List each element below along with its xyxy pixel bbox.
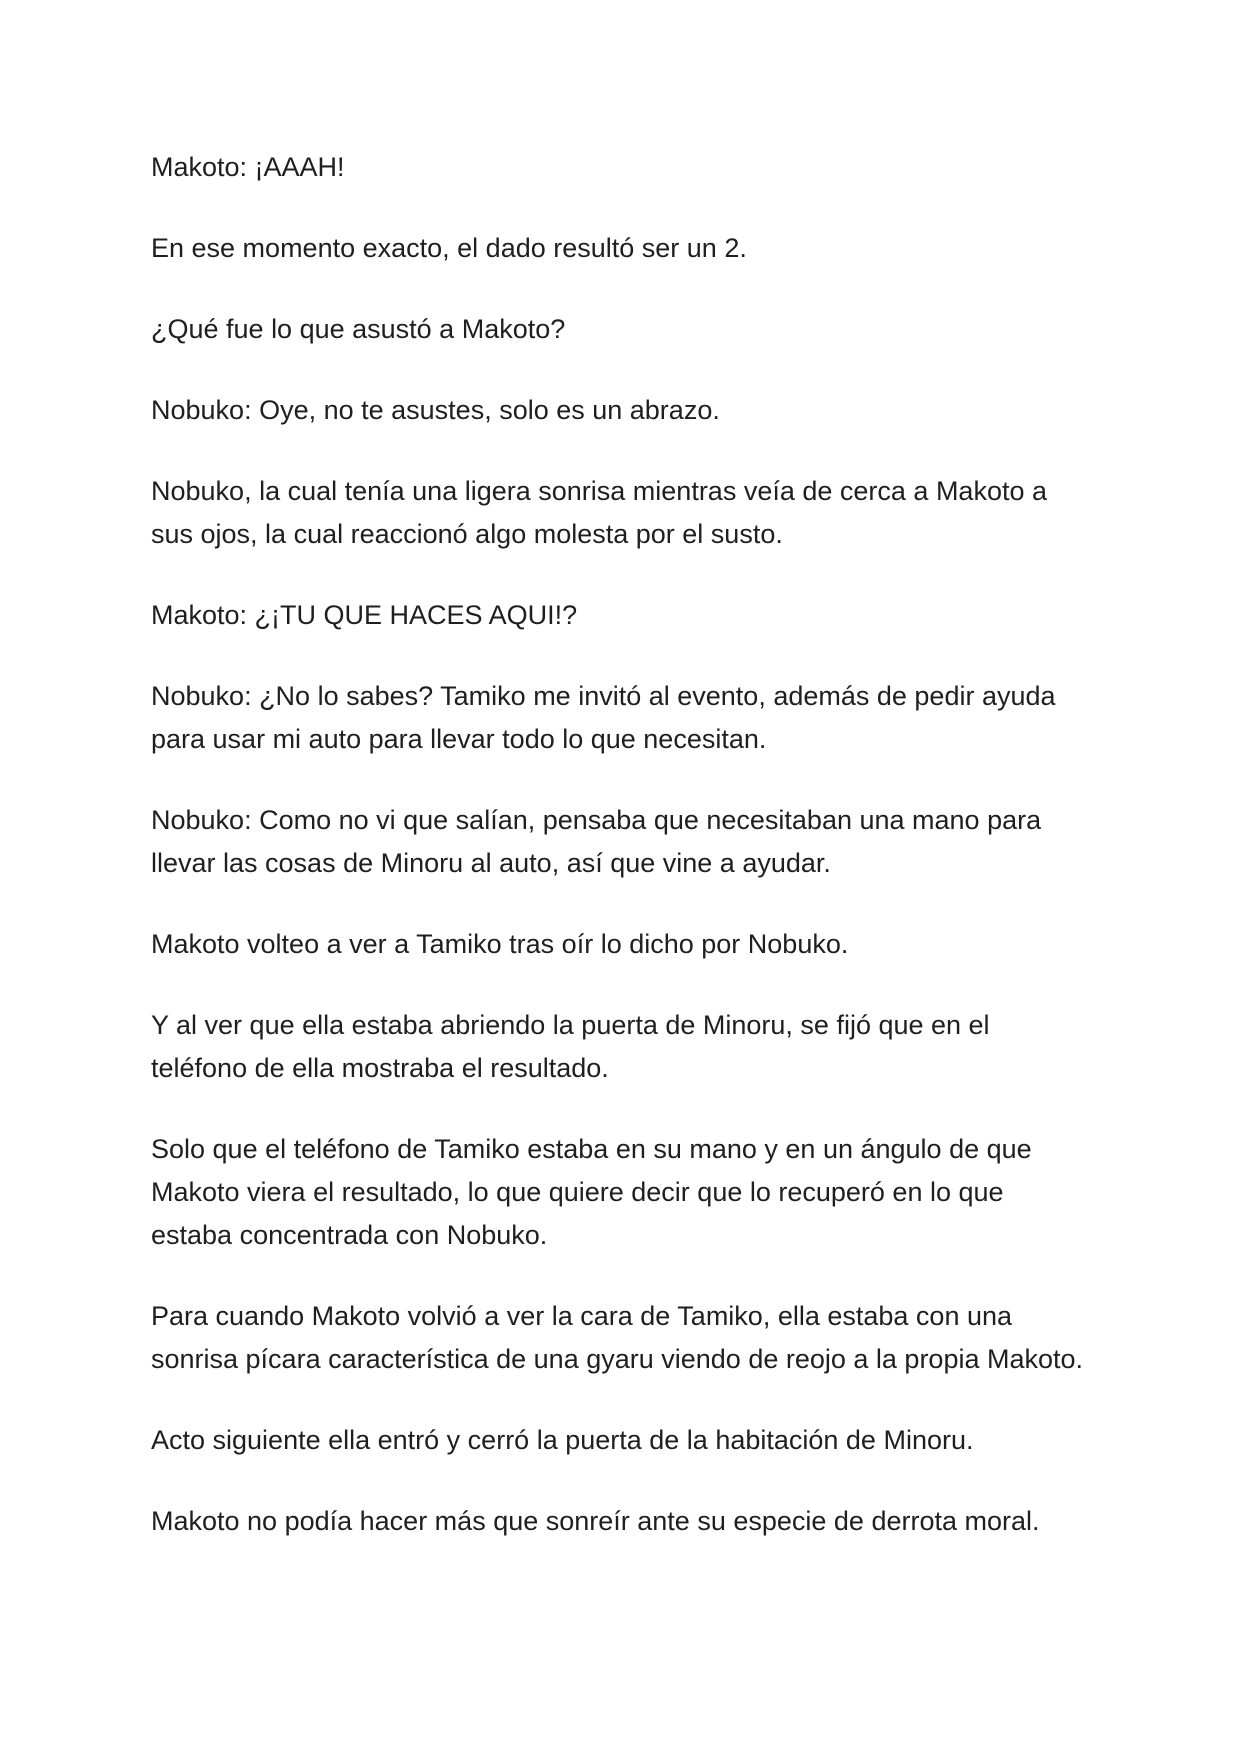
- paragraph: Makoto: ¡AAAH!: [151, 152, 345, 182]
- paragraph: Y al ver que ella estaba abriendo la puerta de Minoru, se fijó que en el teléfono de ella mostraba el resultado.: [151, 1010, 990, 1083]
- paragraph: Makoto volteo a ver a Tamiko tras oír lo dicho por Nobuko.: [151, 929, 849, 959]
- paragraph: Solo que el teléfono de Tamiko estaba en su mano y en un ángulo de que Makoto viera el resultado, lo que quiere decir que lo recuperó en lo que estaba concentrada con Nobuko.: [151, 1134, 1032, 1250]
- paragraph: En ese momento exacto, el dado resultó ser un 2.: [151, 233, 747, 263]
- paragraph: Nobuko, la cual tenía una ligera sonrisa mientras veía de cerca a Makoto a sus ojos, la cual reaccionó algo molesta por el susto.: [151, 476, 1047, 549]
- paragraph: Nobuko: Oye, no te asustes, solo es un abrazo.: [151, 395, 720, 425]
- paragraph: Nobuko: ¿No lo sabes? Tamiko me invitó al evento, además de pedir ayuda para usar mi auto para llevar todo lo que necesitan.: [151, 681, 1056, 754]
- paragraph: Nobuko: Como no vi que salían, pensaba que necesitaban una mano para llevar las cosas de Minoru al auto, así que vine a ayudar.: [151, 805, 1042, 878]
- paragraph: Makoto no podía hacer más que sonreír ante su especie de derrota moral.: [151, 1506, 1040, 1536]
- paragraph: Acto siguiente ella entró y cerró la puerta de la habitación de Minoru.: [151, 1425, 974, 1455]
- paragraph: Para cuando Makoto volvió a ver la cara de Tamiko, ella estaba con una sonrisa pícara característica de una gyaru viendo de reojo a la propia Makoto.: [151, 1301, 1084, 1374]
- paragraph: Makoto: ¿¡TU QUE HACES AQUI!?: [151, 600, 578, 630]
- paragraph: ¿Qué fue lo que asustó a Makoto?: [151, 314, 566, 344]
